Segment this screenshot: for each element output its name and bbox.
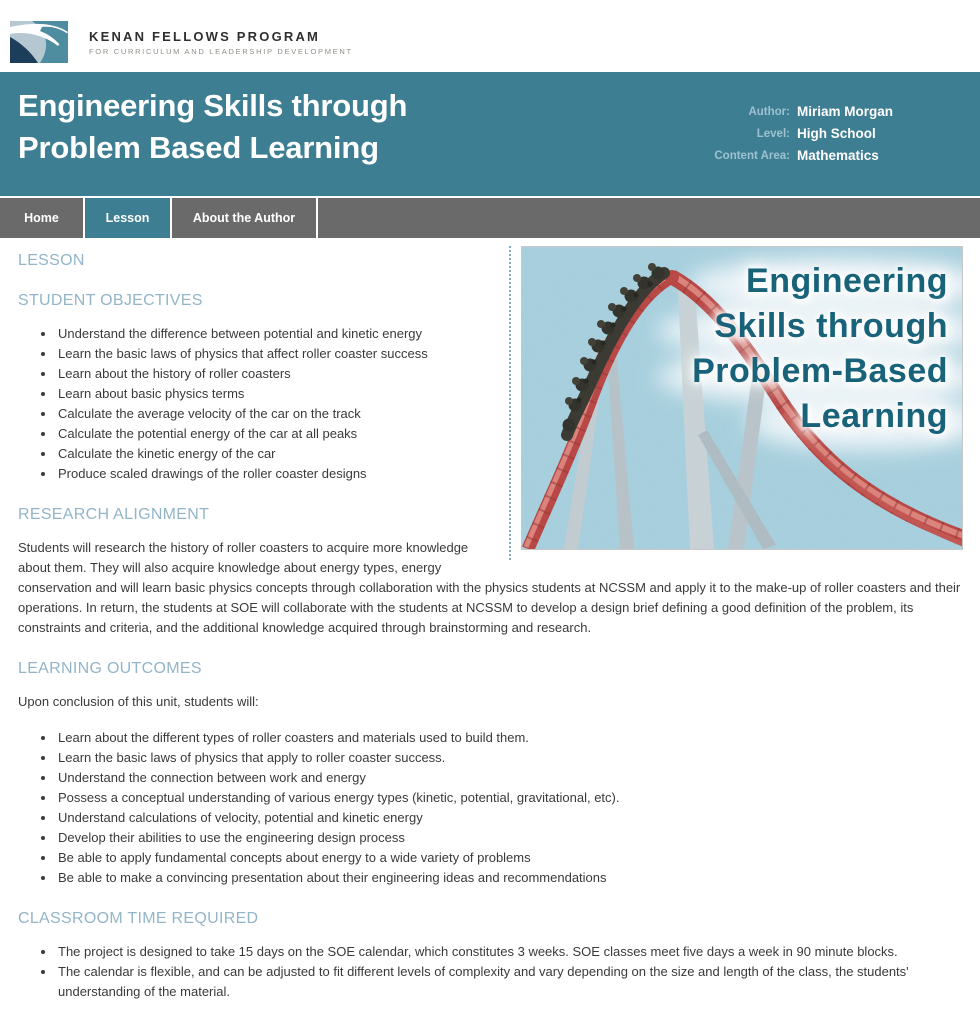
hero-title-line: Engineering	[746, 262, 948, 300]
list-item: • Calculate the average velocity of the car on the track	[56, 404, 965, 424]
list-item: • Learn the basic laws of physics that apply to roller coaster success.	[56, 748, 965, 768]
list-item: • Learn the basic laws of physics that affect roller coaster success	[56, 344, 965, 364]
roller-coaster-image	[521, 246, 963, 550]
meta-label-level: Level:	[756, 128, 790, 140]
section-heading-classroom-time: CLASSROOM TIME REQUIRED	[18, 910, 259, 927]
meta-value-content-area: Mathematics	[796, 148, 879, 163]
research-alignment-paragraph: Students will research the history of roller coasters to acquire more knowledge about them. They will also acquire knowledge about energy types, energy conservation and will learn basic physics concepts through collaboration with the physics students at NCSSM and apply it to the make-up of roller coasters and their operations. In return, the students at SOE will collaborate with the students at NCSSM to develop a design brief defining a good definition of the problem, its constraints and criteria, and the additional knowledge acquired through brainstorming and research.	[18, 540, 961, 635]
list-item: • Learn about basic physics terms	[56, 384, 965, 404]
hero-title-line: Problem-Based	[692, 352, 948, 390]
tab-home[interactable]: Home	[0, 198, 85, 238]
classroom-time-list	[18, 942, 965, 1002]
section-heading-research-alignment: RESEARCH ALIGNMENT	[18, 506, 210, 523]
list-item: • Possess a conceptual understanding of various energy types (kinetic, potential, gravitational, etc).	[56, 788, 965, 808]
list-item: • Understand calculations of velocity, potential and kinetic energy	[56, 808, 965, 828]
nav-filler	[318, 198, 980, 238]
list-item: • Understand the difference between potential and kinetic energy	[56, 324, 965, 344]
meta-value-author: Miriam Morgan	[796, 104, 893, 119]
main-nav	[0, 196, 980, 238]
banner-meta	[714, 101, 893, 167]
learning-outcomes-list	[18, 728, 965, 888]
list-item: • Calculate the potential energy of the car at all peaks	[56, 424, 965, 444]
list-item: • Be able to make a convincing presentation about their engineering ideas and recommendations	[56, 868, 965, 888]
page-title-line1: Engineering Skills through	[18, 88, 408, 123]
list-item: • Develop their abilities to use the engineering design process	[56, 828, 965, 848]
meta-label-author: Author:	[748, 106, 790, 118]
list-item: • Be able to apply fundamental concepts about energy to a wide variety of problems	[56, 848, 965, 868]
page-banner	[0, 72, 980, 196]
section-heading-learning-outcomes: LEARNING OUTCOMES	[18, 660, 202, 677]
tab-lesson[interactable]: Lesson	[85, 198, 172, 238]
logo-title: KENAN FELLOWS PROGRAM	[89, 28, 321, 44]
meta-value-level: High School	[796, 126, 876, 141]
list-item: • Calculate the kinetic energy of the car	[56, 444, 965, 464]
site-header	[0, 0, 980, 72]
list-item: • Learn about the different types of roller coasters and materials used to build them.	[56, 728, 965, 748]
section-heading-lesson: LESSON	[18, 252, 85, 269]
kenan-logo[interactable]	[10, 21, 353, 63]
hero-title-line: Learning	[800, 397, 948, 435]
hero-title-line: Skills through	[714, 307, 948, 345]
logo-subtitle: FOR CURRICULUM AND LEADERSHIP DEVELOPMENT	[89, 46, 353, 56]
main-content	[0, 238, 980, 1028]
list-item: • The project is designed to take 15 days on the SOE calendar, which constitutes 3 weeks. SOE classes meet five days a week in 90 minute blocks.	[56, 942, 965, 962]
list-item: • Learn about the history of roller coasters	[56, 364, 965, 384]
page-title-line2: Problem Based Learning	[18, 130, 379, 165]
section-heading-student-objectives: STUDENT OBJECTIVES	[18, 292, 203, 309]
learning-outcomes-intro: Upon conclusion of this unit, students will:	[18, 694, 259, 709]
hero-figure	[509, 246, 965, 560]
kenan-logo-mark-icon	[10, 21, 68, 63]
list-item: • Produce scaled drawings of the roller coaster designs	[56, 464, 965, 484]
hero-overlay-title	[692, 259, 948, 439]
tab-about-the-author[interactable]: About the Author	[172, 198, 318, 238]
list-item: • Understand the connection between work and energy	[56, 768, 965, 788]
list-item: • The calendar is flexible, and can be adjusted to fit different levels of complexity and vary depending on the size and length of the class, the students' understanding of the material.	[56, 962, 965, 1002]
meta-label-content-area: Content Area:	[714, 150, 790, 162]
